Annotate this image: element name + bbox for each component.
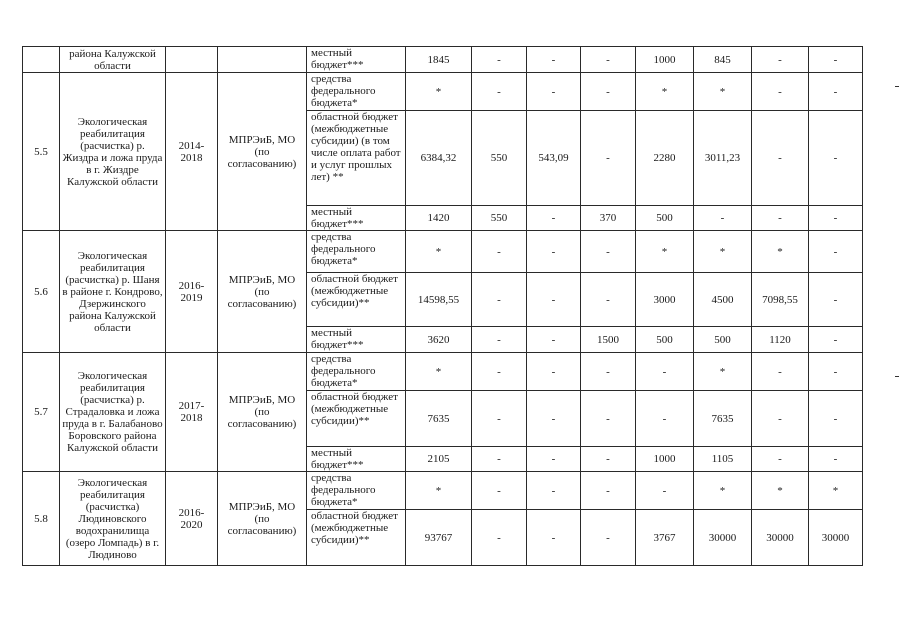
project-number: 5.6 <box>23 231 60 353</box>
project-executor: МПРЭиБ, МО (по согласованию) <box>218 353 307 472</box>
funding-year-value: * <box>752 472 809 510</box>
funding-year-value: - <box>752 47 809 73</box>
funding-total: 1420 <box>406 206 472 231</box>
project-name: Экологическая реабилитация (расчистка) Людиновского водохранилища (озеро Ломпадь) в г. Людиново <box>60 472 166 566</box>
funding-year-value: 1000 <box>636 47 694 73</box>
funding-year-value: - <box>752 206 809 231</box>
funding-source: средства федерального бюджета* <box>307 353 406 391</box>
project-name: Экологическая реабилитация (расчистка) р. Шаня в районе г. Кондрово, Дзержинского района Калужской области <box>60 231 166 353</box>
funding-year-value: - <box>581 273 636 327</box>
funding-year-value: 500 <box>694 327 752 353</box>
funding-year-value: * <box>636 231 694 273</box>
funding-year-value: 1000 <box>636 447 694 472</box>
project-executor: МПРЭиБ, МО (по согласованию) <box>218 231 307 353</box>
table-row <box>23 231 863 273</box>
funding-year-value: - <box>527 472 581 510</box>
project-period <box>166 47 218 73</box>
funding-year-value: - <box>752 111 809 206</box>
funding-total: 14598,55 <box>406 273 472 327</box>
funding-year-value: 1120 <box>752 327 809 353</box>
funding-year-value: - <box>694 206 752 231</box>
funding-year-value: 370 <box>581 206 636 231</box>
funding-year-value: - <box>752 391 809 447</box>
funding-year-value: 845 <box>694 47 752 73</box>
funding-year-value: - <box>809 111 863 206</box>
funding-source: местный бюджет*** <box>307 327 406 353</box>
funding-source: областной бюджет (межбюджетные субсидии) (в том числе оплата работ и услуг прошлых лет) ** <box>307 111 406 206</box>
funding-total: 6384,32 <box>406 111 472 206</box>
table-row <box>23 472 863 510</box>
funding-year-value: * <box>694 231 752 273</box>
project-name: Экологическая реабилитация (расчистка) р. Жиздра и ложа пруда в г. Жиздре Калужской области <box>60 73 166 231</box>
funding-year-value: 7635 <box>694 391 752 447</box>
project-number: 5.7 <box>23 353 60 472</box>
funding-year-value: * <box>694 472 752 510</box>
project-name: Экологическая реабилитация (расчистка) р. Страдаловка и ложа пруда в г. Балабаново Боровского района Калужской области <box>60 353 166 472</box>
funding-year-value: - <box>472 391 527 447</box>
funding-total: 93767 <box>406 510 472 566</box>
funding-year-value: - <box>581 510 636 566</box>
funding-year-value: - <box>636 391 694 447</box>
funding-year-value: - <box>752 73 809 111</box>
project-period: 2017-2018 <box>166 353 218 472</box>
funding-year-value: - <box>809 47 863 73</box>
funding-year-value: - <box>809 327 863 353</box>
funding-year-value: - <box>527 391 581 447</box>
project-number: 5.8 <box>23 472 60 566</box>
funding-source: областной бюджет (межбюджетные субсидии)** <box>307 510 406 566</box>
project-period: 2014-2018 <box>166 73 218 231</box>
funding-year-value: 550 <box>472 206 527 231</box>
funding-total: * <box>406 73 472 111</box>
scan-mark <box>895 86 899 87</box>
scan-mark <box>895 376 899 377</box>
project-executor: МПРЭиБ, МО (по согласованию) <box>218 472 307 566</box>
budget-table <box>22 46 863 566</box>
funding-source: местный бюджет*** <box>307 47 406 73</box>
funding-year-value: * <box>752 231 809 273</box>
funding-year-value: - <box>581 472 636 510</box>
funding-year-value: 2280 <box>636 111 694 206</box>
funding-year-value: - <box>527 231 581 273</box>
funding-source: местный бюджет*** <box>307 447 406 472</box>
table-row <box>23 353 863 391</box>
project-number <box>23 47 60 73</box>
funding-total: 3620 <box>406 327 472 353</box>
table-row <box>23 47 863 73</box>
funding-year-value: - <box>472 327 527 353</box>
funding-year-value: - <box>527 353 581 391</box>
funding-source: областной бюджет (межбюджетные субсидии)** <box>307 273 406 327</box>
funding-year-value: - <box>472 73 527 111</box>
funding-source: средства федерального бюджета* <box>307 73 406 111</box>
funding-year-value: - <box>527 73 581 111</box>
funding-year-value: - <box>581 391 636 447</box>
funding-year-value: - <box>527 206 581 231</box>
funding-year-value: - <box>809 231 863 273</box>
funding-year-value: - <box>527 447 581 472</box>
funding-year-value: - <box>581 47 636 73</box>
funding-year-value: - <box>581 447 636 472</box>
project-executor <box>218 47 307 73</box>
funding-year-value: * <box>636 73 694 111</box>
funding-year-value: - <box>636 472 694 510</box>
funding-source: областной бюджет (межбюджетные субсидии)** <box>307 391 406 447</box>
funding-year-value: - <box>809 391 863 447</box>
funding-year-value: * <box>694 73 752 111</box>
funding-total: * <box>406 472 472 510</box>
funding-year-value: - <box>527 273 581 327</box>
project-name: района Калужской области <box>60 47 166 73</box>
funding-year-value: - <box>581 231 636 273</box>
funding-year-value: - <box>752 447 809 472</box>
funding-year-value: - <box>636 353 694 391</box>
project-number: 5.5 <box>23 73 60 231</box>
funding-year-value: - <box>809 353 863 391</box>
funding-year-value: 3011,23 <box>694 111 752 206</box>
funding-year-value: - <box>472 47 527 73</box>
project-executor: МПРЭиБ, МО (по согласованию) <box>218 73 307 231</box>
funding-source: средства федерального бюджета* <box>307 231 406 273</box>
project-period: 2016-2020 <box>166 472 218 566</box>
funding-total: 7635 <box>406 391 472 447</box>
funding-year-value: - <box>527 510 581 566</box>
funding-year-value: 543,09 <box>527 111 581 206</box>
funding-year-value: - <box>581 353 636 391</box>
table-row <box>23 73 863 111</box>
funding-year-value: - <box>472 273 527 327</box>
funding-year-value: 30000 <box>694 510 752 566</box>
funding-source: средства федерального бюджета* <box>307 472 406 510</box>
funding-year-value: - <box>472 472 527 510</box>
funding-year-value: 7098,55 <box>752 273 809 327</box>
funding-total: * <box>406 231 472 273</box>
funding-year-value: - <box>527 327 581 353</box>
funding-year-value: 3767 <box>636 510 694 566</box>
funding-year-value: 550 <box>472 111 527 206</box>
funding-year-value: 3000 <box>636 273 694 327</box>
funding-year-value: - <box>581 73 636 111</box>
funding-year-value: - <box>809 447 863 472</box>
funding-year-value: * <box>694 353 752 391</box>
funding-year-value: 30000 <box>752 510 809 566</box>
funding-year-value: - <box>527 47 581 73</box>
funding-year-value: - <box>581 111 636 206</box>
funding-year-value: 1500 <box>581 327 636 353</box>
funding-year-value: - <box>472 353 527 391</box>
funding-total: 1845 <box>406 47 472 73</box>
funding-total: 2105 <box>406 447 472 472</box>
funding-year-value: 500 <box>636 206 694 231</box>
funding-year-value: 30000 <box>809 510 863 566</box>
funding-year-value: 1105 <box>694 447 752 472</box>
funding-total: * <box>406 353 472 391</box>
funding-year-value: 4500 <box>694 273 752 327</box>
funding-year-value: 500 <box>636 327 694 353</box>
funding-year-value: - <box>809 273 863 327</box>
funding-year-value: - <box>472 231 527 273</box>
funding-year-value: - <box>809 73 863 111</box>
funding-year-value: - <box>472 447 527 472</box>
project-period: 2016-2019 <box>166 231 218 353</box>
funding-source: местный бюджет*** <box>307 206 406 231</box>
funding-year-value: - <box>472 510 527 566</box>
funding-year-value: - <box>752 353 809 391</box>
funding-year-value: - <box>809 206 863 231</box>
funding-year-value: * <box>809 472 863 510</box>
